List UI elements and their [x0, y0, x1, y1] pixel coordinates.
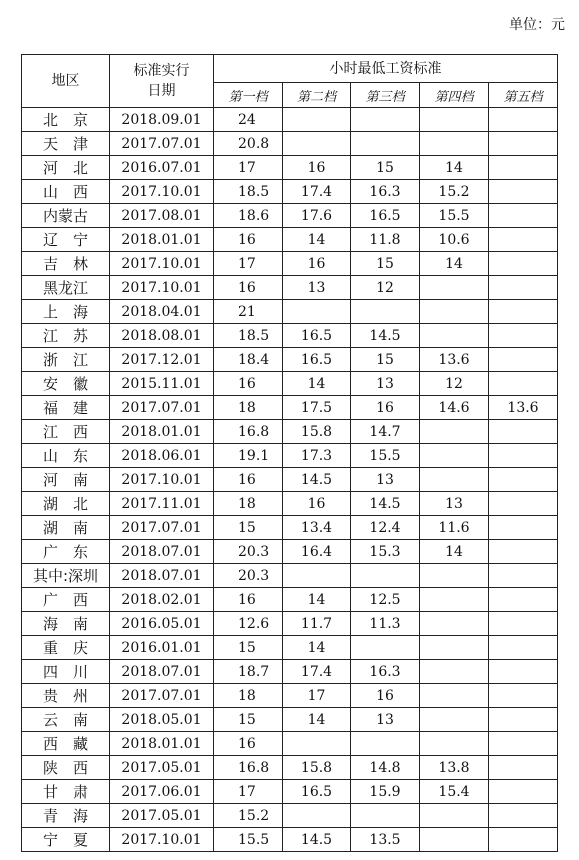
tier-1-cell: 19.1	[214, 444, 283, 468]
table-body	[22, 108, 558, 852]
tier-3-cell	[351, 564, 420, 588]
tier-4-cell	[420, 636, 489, 660]
tier-2-cell: 16	[283, 156, 351, 180]
tier-1-cell: 18.4	[214, 348, 283, 372]
tier-1-cell: 20.3	[214, 540, 283, 564]
tier-3-cell: 13.5	[351, 828, 420, 852]
date-cell: 2017.06.01	[110, 780, 214, 804]
header-tier-1: 第一档	[214, 83, 283, 108]
region-cell: 山 西	[22, 180, 110, 204]
region-cell: 天 津	[22, 132, 110, 156]
region-cell: 河 北	[22, 156, 110, 180]
tier-4-cell	[420, 732, 489, 756]
region-cell: 湖 北	[22, 492, 110, 516]
date-cell: 2018.07.01	[110, 660, 214, 684]
region-cell: 广 东	[22, 540, 110, 564]
region-cell: 福 建	[22, 396, 110, 420]
tier-2-cell: 17.4	[283, 660, 351, 684]
date-cell: 2016.07.01	[110, 156, 214, 180]
tier-1-cell: 18.5	[214, 324, 283, 348]
tier-3-cell	[351, 132, 420, 156]
tier-4-cell: 14	[420, 156, 489, 180]
table-row	[22, 468, 558, 492]
tier-3-cell: 15.3	[351, 540, 420, 564]
tier-1-cell: 16	[214, 372, 283, 396]
date-cell: 2018.09.01	[110, 108, 214, 132]
date-cell: 2017.12.01	[110, 348, 214, 372]
tier-5-cell	[489, 468, 558, 492]
tier-5-cell	[489, 492, 558, 516]
region-cell: 辽 宁	[22, 228, 110, 252]
tier-5-cell	[489, 636, 558, 660]
tier-1-cell: 18	[214, 492, 283, 516]
date-cell: 2017.08.01	[110, 204, 214, 228]
tier-5-cell	[489, 156, 558, 180]
tier-4-cell: 10.6	[420, 228, 489, 252]
date-cell: 2018.05.01	[110, 708, 214, 732]
tier-2-cell: 15.8	[283, 420, 351, 444]
tier-3-cell: 16	[351, 396, 420, 420]
date-cell: 2018.04.01	[110, 300, 214, 324]
table-row	[22, 348, 558, 372]
date-cell: 2015.11.01	[110, 372, 214, 396]
tier-1-cell: 15	[214, 516, 283, 540]
tier-3-cell: 15.9	[351, 780, 420, 804]
tier-4-cell: 11.6	[420, 516, 489, 540]
tier-1-cell: 16	[214, 276, 283, 300]
tier-4-cell	[420, 564, 489, 588]
tier-1-cell: 16	[214, 468, 283, 492]
tier-5-cell	[489, 564, 558, 588]
tier-4-cell: 13	[420, 492, 489, 516]
tier-1-cell: 16.8	[214, 756, 283, 780]
tier-4-cell	[420, 108, 489, 132]
table-row	[22, 180, 558, 204]
tier-5-cell	[489, 732, 558, 756]
date-cell: 2017.07.01	[110, 396, 214, 420]
tier-2-cell	[283, 300, 351, 324]
tier-1-cell: 15	[214, 708, 283, 732]
tier-2-cell: 16.5	[283, 780, 351, 804]
tier-5-cell	[489, 348, 558, 372]
tier-4-cell: 15.5	[420, 204, 489, 228]
tier-1-cell: 15	[214, 636, 283, 660]
date-cell: 2018.01.01	[110, 228, 214, 252]
date-cell: 2017.07.01	[110, 684, 214, 708]
tier-1-cell: 17	[214, 780, 283, 804]
tier-1-cell: 20.3	[214, 564, 283, 588]
date-cell: 2017.10.01	[110, 468, 214, 492]
tier-3-cell: 14.7	[351, 420, 420, 444]
date-cell: 2017.10.01	[110, 180, 214, 204]
tier-4-cell: 15.4	[420, 780, 489, 804]
header-tier-4: 第四档	[420, 83, 489, 108]
tier-3-cell: 12.4	[351, 516, 420, 540]
tier-2-cell: 14	[283, 708, 351, 732]
tier-2-cell: 14	[283, 372, 351, 396]
region-cell: 内蒙古	[22, 204, 110, 228]
tier-2-cell: 13	[283, 276, 351, 300]
date-cell: 2017.10.01	[110, 252, 214, 276]
table-row	[22, 588, 558, 612]
date-cell: 2018.07.01	[110, 540, 214, 564]
date-cell: 2017.07.01	[110, 516, 214, 540]
region-cell: 山 东	[22, 444, 110, 468]
table-row	[22, 732, 558, 756]
region-cell: 四 川	[22, 660, 110, 684]
date-cell: 2018.01.01	[110, 732, 214, 756]
tier-2-cell: 11.7	[283, 612, 351, 636]
tier-2-cell	[283, 564, 351, 588]
tier-1-cell: 18	[214, 684, 283, 708]
region-cell: 安 徽	[22, 372, 110, 396]
tier-1-cell: 17	[214, 252, 283, 276]
region-cell: 青 海	[22, 804, 110, 828]
tier-3-cell: 12.5	[351, 588, 420, 612]
tier-5-cell	[489, 516, 558, 540]
tier-5-cell	[489, 780, 558, 804]
tier-2-cell: 17.5	[283, 396, 351, 420]
tier-3-cell	[351, 300, 420, 324]
tier-2-cell: 17.6	[283, 204, 351, 228]
tier-2-cell: 16.4	[283, 540, 351, 564]
tier-5-cell	[489, 372, 558, 396]
region-cell: 江 西	[22, 420, 110, 444]
tier-4-cell	[420, 708, 489, 732]
header-region: 地区	[22, 55, 110, 108]
region-cell: 其中:深圳	[22, 564, 110, 588]
table-row	[22, 396, 558, 420]
tier-3-cell	[351, 732, 420, 756]
region-cell: 上 海	[22, 300, 110, 324]
tier-1-cell: 18.7	[214, 660, 283, 684]
tier-4-cell: 15.2	[420, 180, 489, 204]
tier-2-cell: 14.5	[283, 468, 351, 492]
region-cell: 吉 林	[22, 252, 110, 276]
date-cell: 2016.01.01	[110, 636, 214, 660]
table-row	[22, 828, 558, 852]
tier-4-cell	[420, 588, 489, 612]
table-row	[22, 660, 558, 684]
table-row	[22, 228, 558, 252]
tier-4-cell: 14	[420, 540, 489, 564]
header-tier-2: 第二档	[283, 83, 351, 108]
tier-3-cell: 11.8	[351, 228, 420, 252]
region-cell: 甘 肃	[22, 780, 110, 804]
tier-2-cell: 16	[283, 492, 351, 516]
tier-5-cell	[489, 252, 558, 276]
region-cell: 河 南	[22, 468, 110, 492]
tier-4-cell	[420, 276, 489, 300]
tier-4-cell	[420, 444, 489, 468]
tier-3-cell: 13	[351, 708, 420, 732]
tier-1-cell: 16	[214, 228, 283, 252]
table-row	[22, 372, 558, 396]
tier-2-cell: 15.8	[283, 756, 351, 780]
tier-4-cell: 14.6	[420, 396, 489, 420]
tier-2-cell	[283, 732, 351, 756]
table-row	[22, 444, 558, 468]
tier-4-cell	[420, 420, 489, 444]
tier-1-cell: 24	[214, 108, 283, 132]
tier-1-cell: 21	[214, 300, 283, 324]
tier-4-cell	[420, 300, 489, 324]
table-row	[22, 708, 558, 732]
region-cell: 陕 西	[22, 756, 110, 780]
date-cell: 2017.05.01	[110, 756, 214, 780]
date-cell: 2018.06.01	[110, 444, 214, 468]
tier-2-cell: 13.4	[283, 516, 351, 540]
tier-2-cell: 14	[283, 588, 351, 612]
date-cell: 2017.10.01	[110, 276, 214, 300]
tier-1-cell: 16	[214, 732, 283, 756]
table-row	[22, 540, 558, 564]
tier-4-cell: 13.6	[420, 348, 489, 372]
tier-5-cell	[489, 324, 558, 348]
tier-2-cell: 14.5	[283, 828, 351, 852]
tier-5-cell	[489, 132, 558, 156]
tier-5-cell	[489, 828, 558, 852]
region-cell: 重 庆	[22, 636, 110, 660]
tier-4-cell	[420, 828, 489, 852]
date-cell: 2017.07.01	[110, 132, 214, 156]
date-cell: 2018.07.01	[110, 564, 214, 588]
tier-5-cell	[489, 444, 558, 468]
table-row	[22, 108, 558, 132]
table-row	[22, 420, 558, 444]
table-row	[22, 516, 558, 540]
table-row	[22, 804, 558, 828]
header-tier-5: 第五档	[489, 83, 558, 108]
table-row	[22, 564, 558, 588]
tier-5-cell	[489, 684, 558, 708]
tier-5-cell	[489, 276, 558, 300]
table-row	[22, 636, 558, 660]
region-cell: 浙 江	[22, 348, 110, 372]
tier-4-cell	[420, 612, 489, 636]
region-cell: 湖 南	[22, 516, 110, 540]
tier-3-cell: 16.5	[351, 204, 420, 228]
tier-2-cell: 17	[283, 684, 351, 708]
tier-3-cell: 12	[351, 276, 420, 300]
date-cell: 2017.05.01	[110, 804, 214, 828]
table-row	[22, 252, 558, 276]
date-cell: 2018.01.01	[110, 420, 214, 444]
region-cell: 广 西	[22, 588, 110, 612]
tier-5-cell	[489, 204, 558, 228]
tier-4-cell	[420, 804, 489, 828]
tier-5-cell	[489, 540, 558, 564]
table-row	[22, 492, 558, 516]
tier-1-cell: 15.5	[214, 828, 283, 852]
region-cell: 海 南	[22, 612, 110, 636]
tier-5-cell	[489, 612, 558, 636]
tier-3-cell: 14.5	[351, 324, 420, 348]
tier-3-cell	[351, 108, 420, 132]
tier-3-cell: 14.5	[351, 492, 420, 516]
min-wage-table	[21, 54, 558, 852]
tier-5-cell: 13.6	[489, 396, 558, 420]
header-date-text: 标准实行日期	[133, 63, 190, 99]
tier-5-cell	[489, 108, 558, 132]
tier-3-cell: 16.3	[351, 660, 420, 684]
tier-2-cell: 16	[283, 252, 351, 276]
region-cell: 云 南	[22, 708, 110, 732]
date-cell: 2018.02.01	[110, 588, 214, 612]
table-row	[22, 300, 558, 324]
region-cell: 贵 州	[22, 684, 110, 708]
tier-3-cell: 15.5	[351, 444, 420, 468]
table-row	[22, 132, 558, 156]
tier-3-cell: 11.3	[351, 612, 420, 636]
tier-4-cell	[420, 468, 489, 492]
unit-label: 单位：元	[509, 17, 565, 33]
tier-3-cell	[351, 804, 420, 828]
tier-5-cell	[489, 228, 558, 252]
tier-4-cell	[420, 132, 489, 156]
table-row	[22, 276, 558, 300]
table-row	[22, 612, 558, 636]
region-cell: 西 藏	[22, 732, 110, 756]
tier-2-cell	[283, 108, 351, 132]
tier-1-cell: 18.5	[214, 180, 283, 204]
tier-3-cell: 15	[351, 252, 420, 276]
table-row	[22, 204, 558, 228]
region-cell: 宁 夏	[22, 828, 110, 852]
tier-2-cell: 16.5	[283, 324, 351, 348]
tier-3-cell: 15	[351, 348, 420, 372]
date-cell: 2017.10.01	[110, 828, 214, 852]
tier-5-cell	[489, 588, 558, 612]
tier-4-cell	[420, 660, 489, 684]
tier-4-cell: 14	[420, 252, 489, 276]
tier-3-cell: 13	[351, 468, 420, 492]
tier-3-cell	[351, 636, 420, 660]
tier-1-cell: 18	[214, 396, 283, 420]
tier-1-cell: 12.6	[214, 612, 283, 636]
tier-5-cell	[489, 708, 558, 732]
tier-5-cell	[489, 180, 558, 204]
date-cell: 2017.11.01	[110, 492, 214, 516]
tier-4-cell	[420, 324, 489, 348]
tier-3-cell: 16	[351, 684, 420, 708]
header-tier-3: 第三档	[351, 83, 420, 108]
tier-2-cell: 16.5	[283, 348, 351, 372]
table-row	[22, 780, 558, 804]
region-cell: 黑龙江	[22, 276, 110, 300]
tier-1-cell: 20.8	[214, 132, 283, 156]
tier-4-cell: 12	[420, 372, 489, 396]
tier-2-cell: 14	[283, 636, 351, 660]
tier-3-cell: 14.8	[351, 756, 420, 780]
tier-4-cell	[420, 684, 489, 708]
region-cell: 北 京	[22, 108, 110, 132]
tier-3-cell: 15	[351, 156, 420, 180]
tier-1-cell: 17	[214, 156, 283, 180]
table-row	[22, 324, 558, 348]
header-standard: 小时最低工资标准	[214, 55, 558, 83]
tier-1-cell: 15.2	[214, 804, 283, 828]
tier-2-cell: 14	[283, 228, 351, 252]
tier-4-cell: 13.8	[420, 756, 489, 780]
date-cell: 2016.05.01	[110, 612, 214, 636]
tier-5-cell	[489, 300, 558, 324]
date-cell: 2018.08.01	[110, 324, 214, 348]
tier-2-cell	[283, 132, 351, 156]
tier-5-cell	[489, 660, 558, 684]
tier-3-cell: 16.3	[351, 180, 420, 204]
tier-1-cell: 18.6	[214, 204, 283, 228]
table-row	[22, 756, 558, 780]
tier-5-cell	[489, 420, 558, 444]
tier-2-cell: 17.3	[283, 444, 351, 468]
tier-1-cell: 16.8	[214, 420, 283, 444]
tier-2-cell: 17.4	[283, 180, 351, 204]
tier-2-cell	[283, 804, 351, 828]
table-row	[22, 684, 558, 708]
tier-1-cell: 16	[214, 588, 283, 612]
tier-3-cell: 13	[351, 372, 420, 396]
region-cell: 江 苏	[22, 324, 110, 348]
header-date	[110, 55, 214, 108]
table-row	[22, 156, 558, 180]
tier-5-cell	[489, 804, 558, 828]
tier-5-cell	[489, 756, 558, 780]
